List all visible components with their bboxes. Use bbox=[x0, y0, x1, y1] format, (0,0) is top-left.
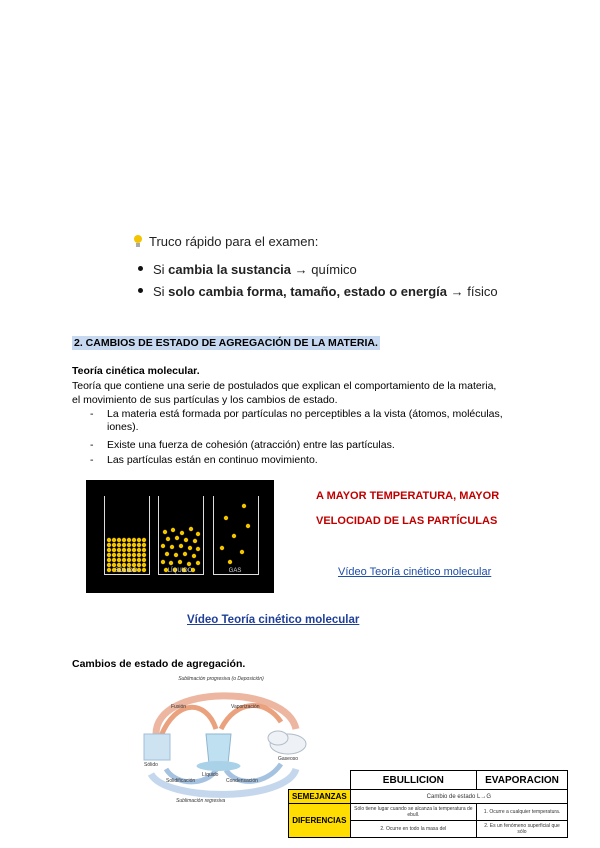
liquid-label: LÍQUIDO bbox=[167, 568, 193, 574]
diff-ebullicion-2: 2. Ocurre en todo la masa del bbox=[350, 821, 476, 838]
diff-evaporacion-2: 2. Es un fenómeno superficial que sólo bbox=[477, 821, 568, 838]
banner-line-1: A MAYOR TEMPERATURA, MAYOR bbox=[316, 490, 500, 502]
video-link-small[interactable]: Vídeo Teoría cinético molecular bbox=[338, 566, 492, 578]
col-evaporacion: EVAPORACION bbox=[477, 771, 568, 790]
changes-heading: Cambios de estado de agregación. bbox=[72, 658, 246, 670]
diff-evaporacion-1: 1. Ocurre a cualquier temperatura. bbox=[477, 804, 568, 821]
condensation-label: Condensación bbox=[226, 778, 258, 784]
gas-label: GAS bbox=[228, 568, 242, 574]
solidification-label: Solidificación bbox=[166, 778, 196, 784]
gas-jar bbox=[213, 496, 259, 575]
exam-tip-title bbox=[133, 234, 318, 249]
tip-bold: cambia la sustancia bbox=[168, 262, 292, 277]
fusion-label: Fusión bbox=[171, 704, 187, 710]
boiling-evaporation-table bbox=[288, 770, 568, 838]
banner-line-2: VELOCIDAD DE LAS PARTÍCULAS bbox=[316, 515, 498, 527]
states-of-matter-image bbox=[86, 480, 274, 593]
gas-caption: Gaseoso bbox=[278, 756, 299, 762]
liquid-jar bbox=[158, 496, 204, 575]
kinetic-intro-1: Teoría que contiene una serie de postulados que explican el comportamiento de la materia, bbox=[72, 380, 497, 392]
bottom-label: Sublimación regresiva bbox=[176, 798, 226, 804]
solid-jar bbox=[104, 496, 150, 575]
table-corner bbox=[289, 771, 351, 790]
tip-item: Si cambia la sustancia → químico bbox=[138, 262, 357, 277]
postulate-item: - Existe una fuerza de cohesión (atracción) entre las partículas. bbox=[90, 439, 395, 451]
kinetic-heading: Teoría cinética molecular. bbox=[72, 365, 200, 377]
bullet-icon bbox=[138, 288, 143, 293]
tip-bold: solo cambia forma, tamaño, estado o energía bbox=[168, 284, 448, 299]
vaporization-label: Vaporización bbox=[231, 704, 260, 710]
row-semejanzas: SEMEJANZAS bbox=[289, 790, 351, 804]
col-ebullicion: EBULLICION bbox=[350, 771, 476, 790]
solid-label: SÓLIDO bbox=[114, 568, 138, 574]
tip-item: Si solo cambia forma, tamaño, estado o energía → físico bbox=[138, 284, 498, 299]
tip-title-text: Truco rápido para el examen: bbox=[149, 234, 319, 249]
solid-caption: Sólido bbox=[144, 762, 158, 768]
section-title: 2. CAMBIOS DE ESTADO DE AGREGACIÓN DE LA MATERIA. bbox=[74, 337, 378, 349]
row-diferencias: DIFERENCIAS bbox=[289, 804, 351, 838]
lightbulb-icon bbox=[133, 234, 143, 248]
kinetic-intro-2: el movimiento de sus partículas y los cambios de estado. bbox=[72, 394, 338, 406]
top-label: Sublimación progresiva (o Deposición) bbox=[178, 676, 264, 682]
postulate-item: - Las partículas están en continuo movimiento. bbox=[90, 454, 318, 466]
semejanzas-text: Cambio de estado L→G bbox=[350, 790, 567, 804]
postulate-item: - La materia está formada por partículas no perceptibles a la vista (átomos, moléculas, iones). bbox=[90, 408, 503, 433]
diff-ebullicion-1: Sólo tiene lugar cuando se alcanza la temperatura de ebull. bbox=[350, 804, 476, 821]
liquid-caption: Líquido bbox=[202, 772, 219, 778]
state-change-diagram bbox=[136, 674, 312, 806]
video-link-main[interactable]: Vídeo Teoría cinético molecular bbox=[187, 614, 360, 626]
bullet-icon bbox=[138, 266, 143, 271]
